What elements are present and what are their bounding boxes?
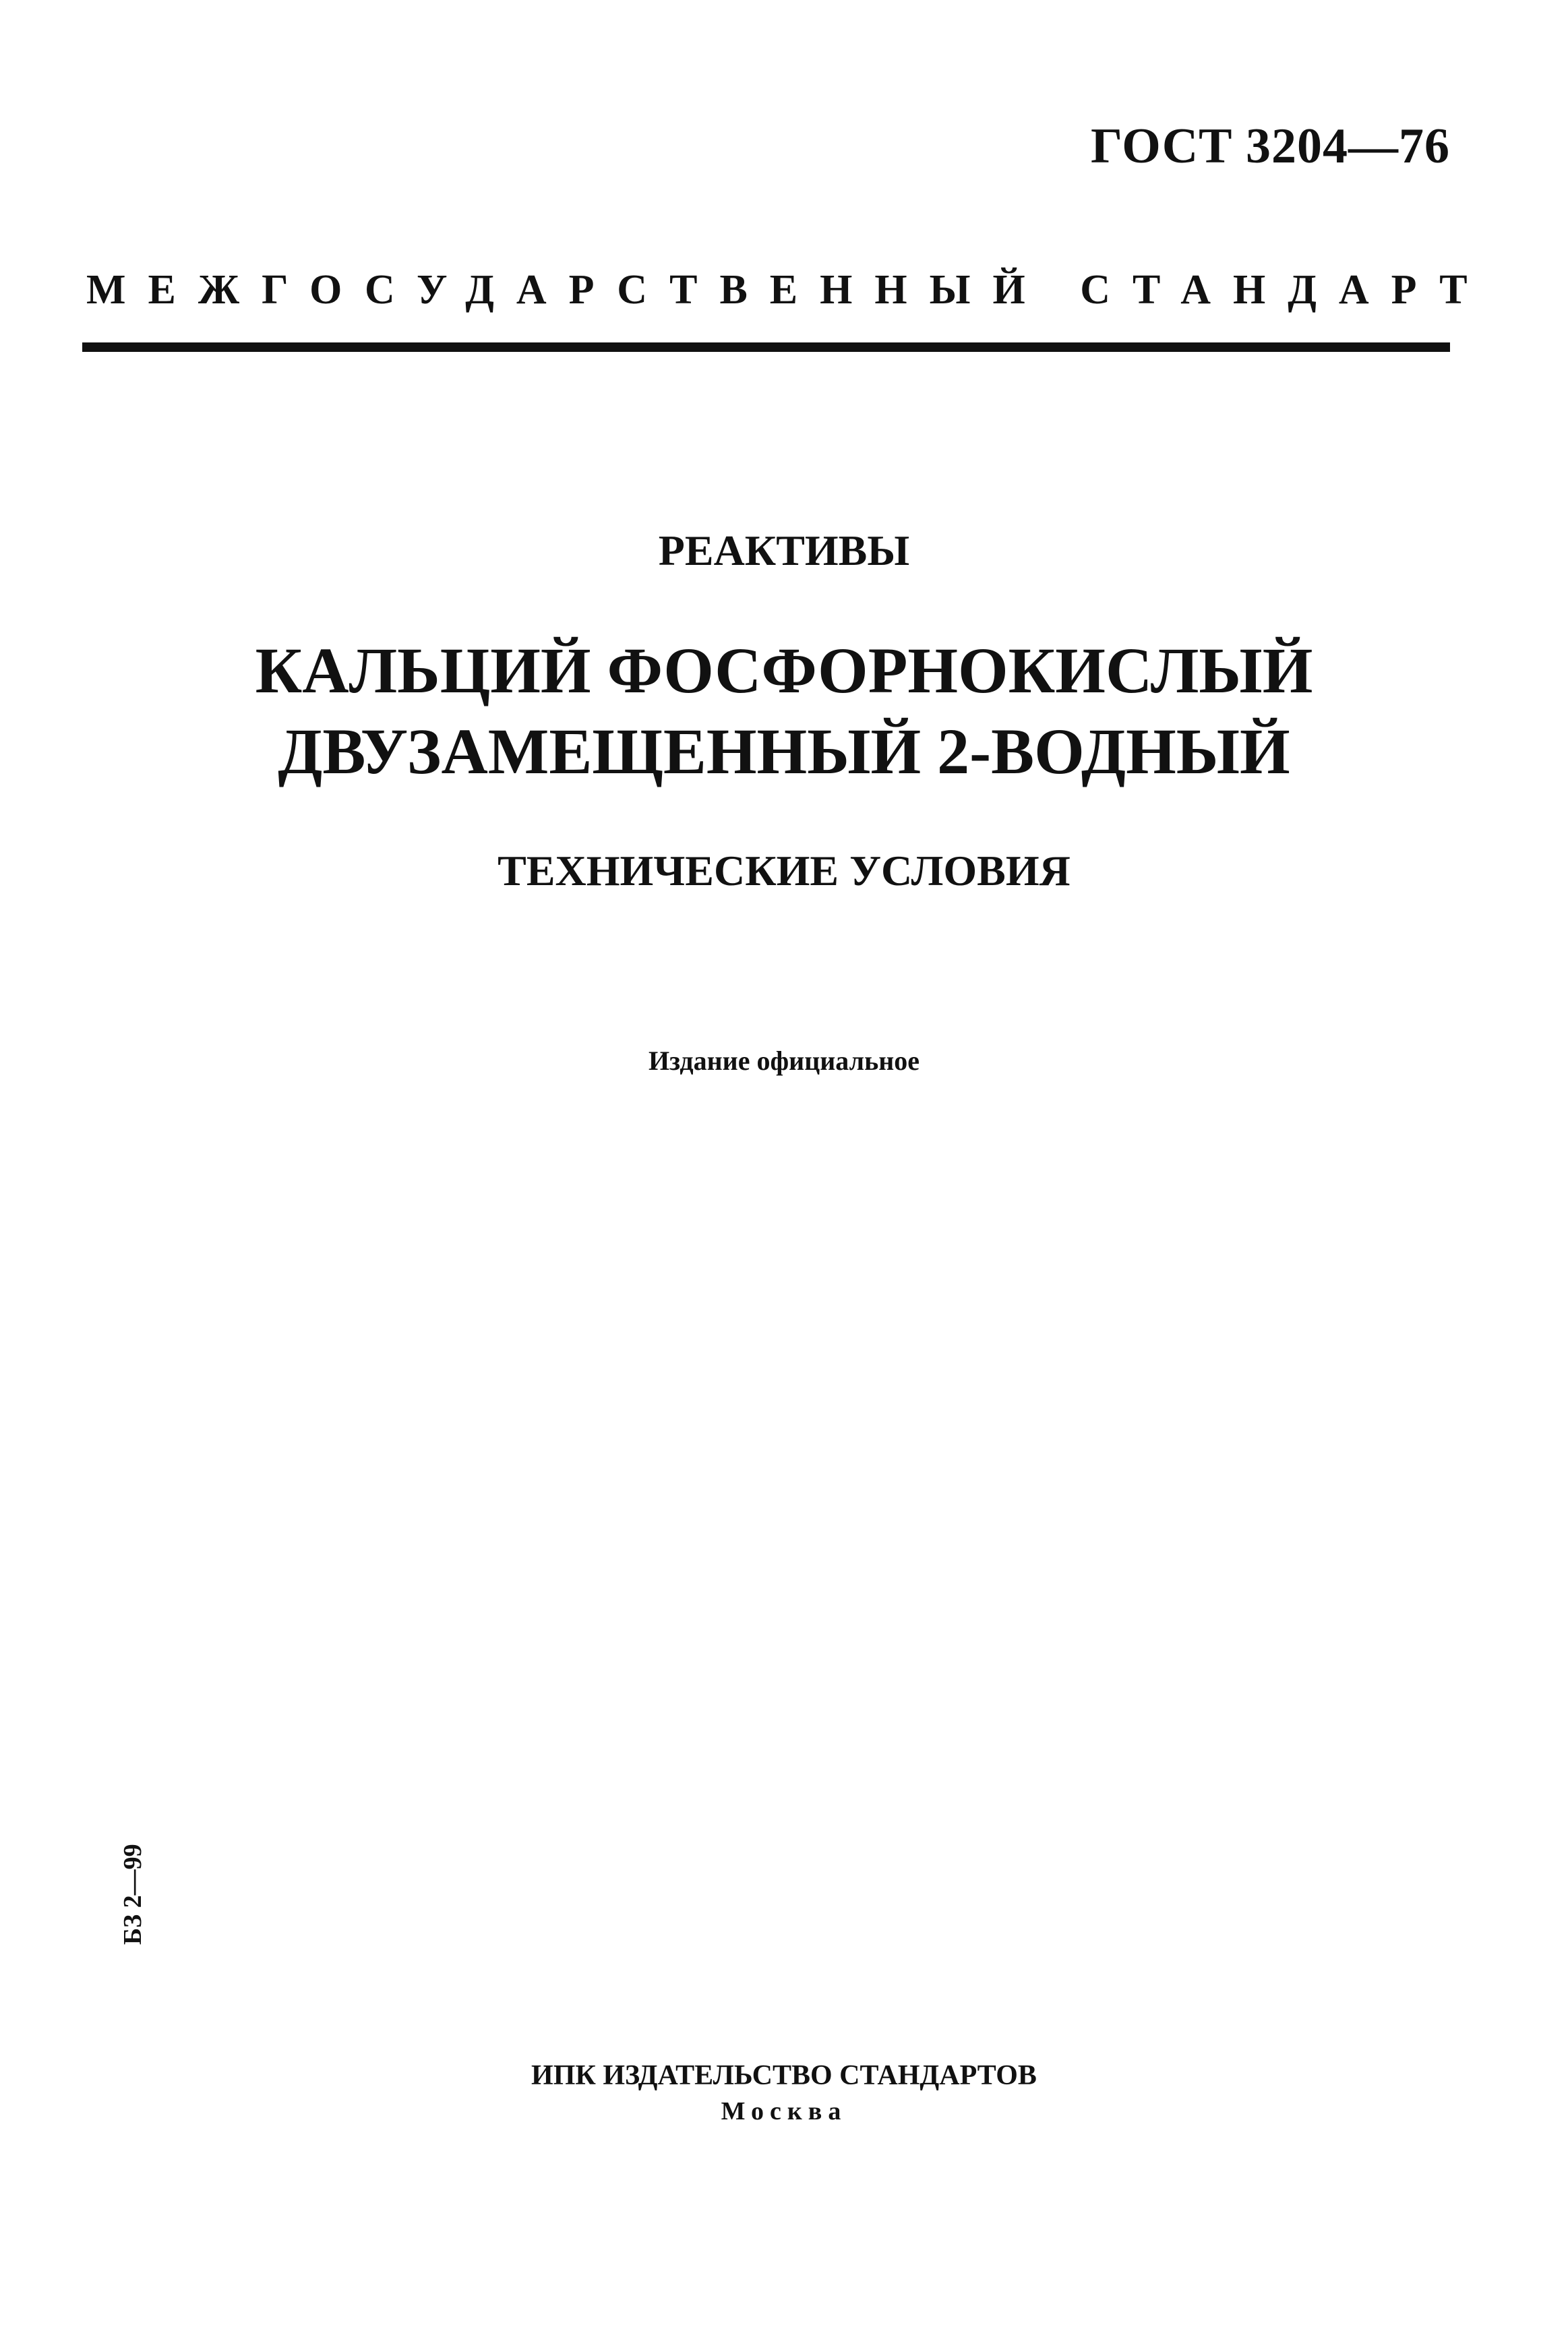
document-title-line-1: КАЛЬЦИЙ ФОСФОРНОКИСЛЫЙ <box>255 634 1313 706</box>
publisher-city: Москва <box>721 2097 847 2125</box>
publisher-name: ИПК ИЗДАТЕЛЬСТВО СТАНДАРТОВ <box>531 2060 1037 2091</box>
standard-type-heading: МЕЖГОСУДАРСТВЕННЫЙ СТАНДАРТ <box>86 267 1490 313</box>
side-code-text: БЗ 2—99 <box>119 1844 147 1945</box>
gost-number: ГОСТ 3204—76 <box>1091 119 1450 174</box>
document-title-line-2: ДВУЗАМЕЩЕННЫЙ 2-ВОДНЫЙ <box>278 715 1290 787</box>
document-category: РЕАКТИВЫ <box>658 526 910 574</box>
document-subtitle: ТЕХНИЧЕСКИЕ УСЛОВИЯ <box>497 847 1071 895</box>
document-title <box>0 630 1568 792</box>
edition-note: Издание официальное <box>648 1046 920 1076</box>
side-code <box>118 1844 148 1945</box>
header-divider <box>82 342 1450 352</box>
